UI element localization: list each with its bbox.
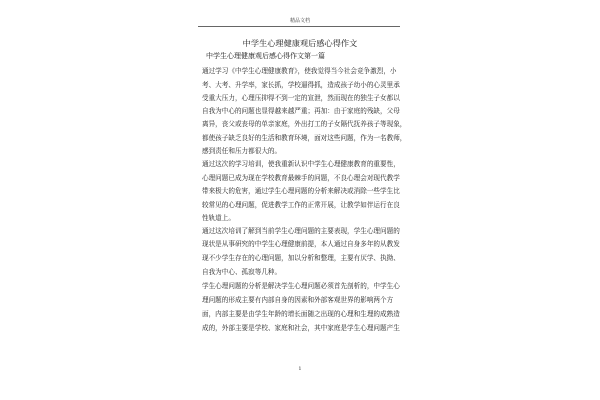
body-line: 通过这次培训了解到当前学生心理问题的主要表现，学生心理问题的 — [202, 227, 400, 235]
page-number: 1 — [298, 366, 302, 372]
body-line: 成的，外部主要是学校、家庭和社会，其中家庭是学生心理问题产生 — [202, 324, 400, 332]
body-line: 带来极大的危害，通过学生心理问题的分析来解决或消除一些学生比 — [202, 187, 400, 195]
body-line: 考、大考、升学率，家长抓，学校逼得抓，造成孩子幼小的心灵里承 — [202, 81, 400, 89]
body-line: 离异，丧父或丧母的单亲家庭，外出打工的子女隔代抚养孩子等现象， — [202, 120, 407, 128]
section-subtitle: 中学生心理健康观后感心得作文第一篇 — [206, 52, 325, 60]
body-line: 自我为中心、孤寂等几种。 — [202, 268, 282, 276]
body-line: 受重大压力，心理压抑得不到一定的宣泄，然而现在的独生子女都以 — [202, 94, 400, 102]
body-line: 较常见的心理问题，促进教学工作的正常开展，让教学如伴运行在良 — [202, 201, 400, 209]
body-line: 现不少学生存在的心理问题，加以分析和整理，主要有厌学、执拗、 — [202, 254, 400, 262]
body-line: 通过学习《中学生心理健康教育》，使我觉得当今社会竞争激烈，小 — [202, 67, 397, 75]
body-line: 感到责任和压力都很大的。 — [202, 147, 282, 155]
body-line: 自我为中心的问题也显得越来越严重；再加：由于家庭的残缺，父母 — [202, 107, 400, 115]
body-line: 心理问题已成为现在学校教育最棘手的问题，不良心理会对现代教学 — [202, 174, 400, 182]
body-line: 理问题的形成主要有内部自身的因素和外部客观世界的影响两个方 — [202, 296, 394, 304]
body-line: 学生心理问题的分析是解决学生心理问题必须首先剖析的，中学生心 — [202, 282, 400, 290]
body-line: 性轨道上。 — [202, 214, 235, 222]
body-line: 通过这次的学习培训，使我重新认识中学生心理健康教育的重要性， — [202, 160, 400, 168]
body-line: 面，内部主要是由学生年龄的增长面随之出现的心理和生理的成熟造 — [202, 310, 400, 318]
document-title: 中学生心理健康观后感心得作文 — [242, 38, 358, 48]
body-line: 都使孩子缺乏良好的生活和教育环境，面对这些问题，作为一名教师， — [202, 134, 407, 142]
body-line: 现状是从事研究的中学生心理健康前提，本人通过自身多年的从教发 — [202, 240, 400, 248]
page-header-label: 精品文档 — [289, 18, 310, 24]
